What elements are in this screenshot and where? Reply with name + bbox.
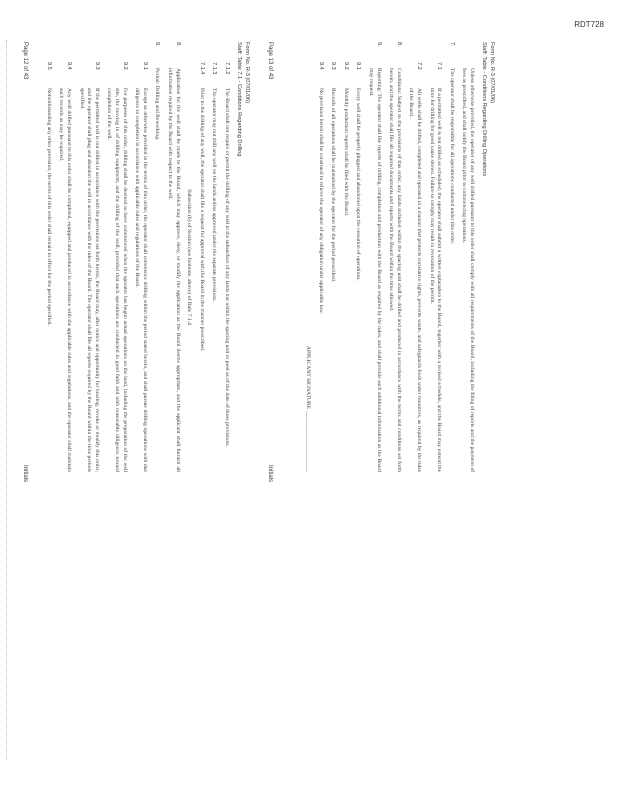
section-item [44,42,52,472]
document-id: RDT728 [574,20,604,29]
section-number: 8. [174,42,181,47]
section-item [387,42,402,472]
initials-label: Initials [21,464,28,482]
section-item [354,42,362,472]
header-line-1: Form No. R-3 (07/01/06) [489,42,495,103]
page-number: Page 12 of 43 [21,42,28,80]
section-number: 8. [395,42,402,47]
section-number: 9.4 [66,62,73,70]
section-item [57,42,72,472]
section-number: 9.3 [330,62,337,70]
page-number: Page 13 of 43 [266,42,273,80]
section-number: 9. [375,42,382,47]
page-panel-left [20,42,250,482]
section-text: The operator shall be responsible for all operations conducted under this order. [448,68,455,245]
page-footer [265,42,273,482]
header-line-1: Form No. R-3 (07/01/06) [244,42,250,103]
section-text: If a permitted well is not drilled as scheduled, the operator shall submit a written explanation to the Board, together with a revised schedule, and the Board may extend the time for drilling for good cause shown. Failure to comply may result in revocation of the permit. [428,88,443,472]
section-number: 9.3 [93,62,100,70]
section-item [153,42,161,472]
section-text: Records of all operations shall be maintained by the operator for the period prescribed. [330,88,337,283]
section-text: The Board shall not require or permit the drilling of any well in the subsurface of any lands not within the spacing unit or pool as of the date of these provisions. [224,88,230,447]
section-item [133,42,148,472]
section-number: 7.1.2 [224,62,230,75]
page-body [304,42,476,472]
section-text: Application for the well shall be made to the Board, which may approve, deny, or modify the application as the Board deems appropriate, and the applicant shall furnish all information required by the Board with respect to the well. [167,68,181,472]
section-text: Any well drilled pursuant to this order shall be completed, equipped and produced in accordance with the applicable rules and regulations, and the operator shall maintain such records as may be required. [58,88,73,472]
section-item [341,42,349,472]
section-number: 9.5 [45,62,52,70]
section-number: 9.1 [355,62,362,70]
section-text: For purposes of this order, drilling shall be deemed to have commenced when the operator has begun actual operations on the land, including the preparation of the well site, the moving in of drilling equipment, and the drilling of the well, provided that such operations are conducted in good faith and with reasonable diligence toward completion of the well. [106,88,128,472]
section-text: Unless otherwise provided, the operator of any well drilled pursuant to this order shall comply with all requirements of the Board, including the filing of reports and the payment of fees as prescribed, and shall notify the Board prior to commencing operations. [461,68,475,472]
section-item [210,42,218,472]
section-text: All wells shall be drilled, completed and operated in a manner that protects correlative rights, prevents waste, and safeguards fresh water resources, as required by the rules of the Board. [408,88,423,472]
signature-line: APPLICANT SIGNATURE ______________________ [305,345,312,472]
section-number: 7.1.4 [198,62,205,75]
section-number: 7.1.3 [211,62,218,75]
section-item [366,42,381,472]
initials-label: Initials [266,464,273,482]
page-header [480,42,495,482]
section-item [447,42,455,472]
section-text: If the permitted well is not drilled in accordance with the provisions set forth herein, the Board may, after notice and opportunity for hearing, revoke or modify this order, and the operator shall plug and abandon the well in accordance with the rules of the Board. The operator shall file all reports required by the Board within the time periods specified. [78,88,100,472]
section-text: Every well shall be properly plugged and abandoned upon the cessation of operations. [355,88,362,281]
page-body [39,42,230,472]
margin-rule [6,40,8,760]
section-item [407,42,422,472]
section-item [105,42,128,472]
section-number: 9. [154,42,161,47]
section-item [427,42,442,472]
centered-note: Subsection (b) of Section (see footnote, above) of Rule 7.1.4 [186,189,193,325]
section-text: Except as otherwise provided in the terms of this order, the operator shall commence drilling within the period stated herein, and shall pursue drilling operations with due diligence to completion in accordance with applicable rules and regulations of the Board. [134,88,148,472]
header-line-2: Staff: Table - Conditions Regarding Drilling Operations [481,42,488,177]
section-item [460,42,475,472]
section-text: Reporting: The operator shall file reports of drilling, completion and production with the Board as required by the rules, and shall provide such additional information as the Board may request. [368,68,382,472]
section-number: 9.2 [342,62,349,70]
section-text: Notwithstanding any other provision, the terms of this order shall remain in effect for the period specified. [45,88,52,326]
section-number: 9.1 [141,62,148,70]
section-text: The operator may not drill any well on the lands unless approved under the separate provisions. [211,88,218,302]
section-number: 9.4 [317,62,324,70]
section-number: 7.2 [416,62,423,70]
section-text: Conditions: Subject to the provisions of this order, any lands included within the spacing unit shall be drilled and produced in accordance with the terms and conditions set forth herein, and the operator shall file all required documents and reports with the Board within the time allowed. [388,68,402,472]
section-number [460,42,475,68]
section-text: Monthly production reports shall be filed with the Board. [342,88,349,217]
section-item [197,42,205,472]
section-item [77,42,100,472]
section-number: 9.2 [121,62,128,70]
header-line-2: Staff: Table 7.1 - Conditions Regarding Drilling [236,42,243,157]
section-item [316,42,324,472]
section-item [165,42,180,472]
section-number: 7.1 [436,62,443,70]
section-item [222,42,230,472]
section-text: Period: Drilling and Reworking. [154,68,161,141]
page-panel-right [265,42,495,482]
section-number: 7. [448,42,455,47]
page-header [235,42,250,482]
section-item [329,42,337,472]
section-text: Prior to the drilling of any well, the operator shall file a request for approval with the Board in the manner prescribed. [198,88,205,352]
section-text: No provision herein shall be construed to relieve the operator of any obligation under applicable law. [317,88,324,314]
page-footer [20,42,28,482]
